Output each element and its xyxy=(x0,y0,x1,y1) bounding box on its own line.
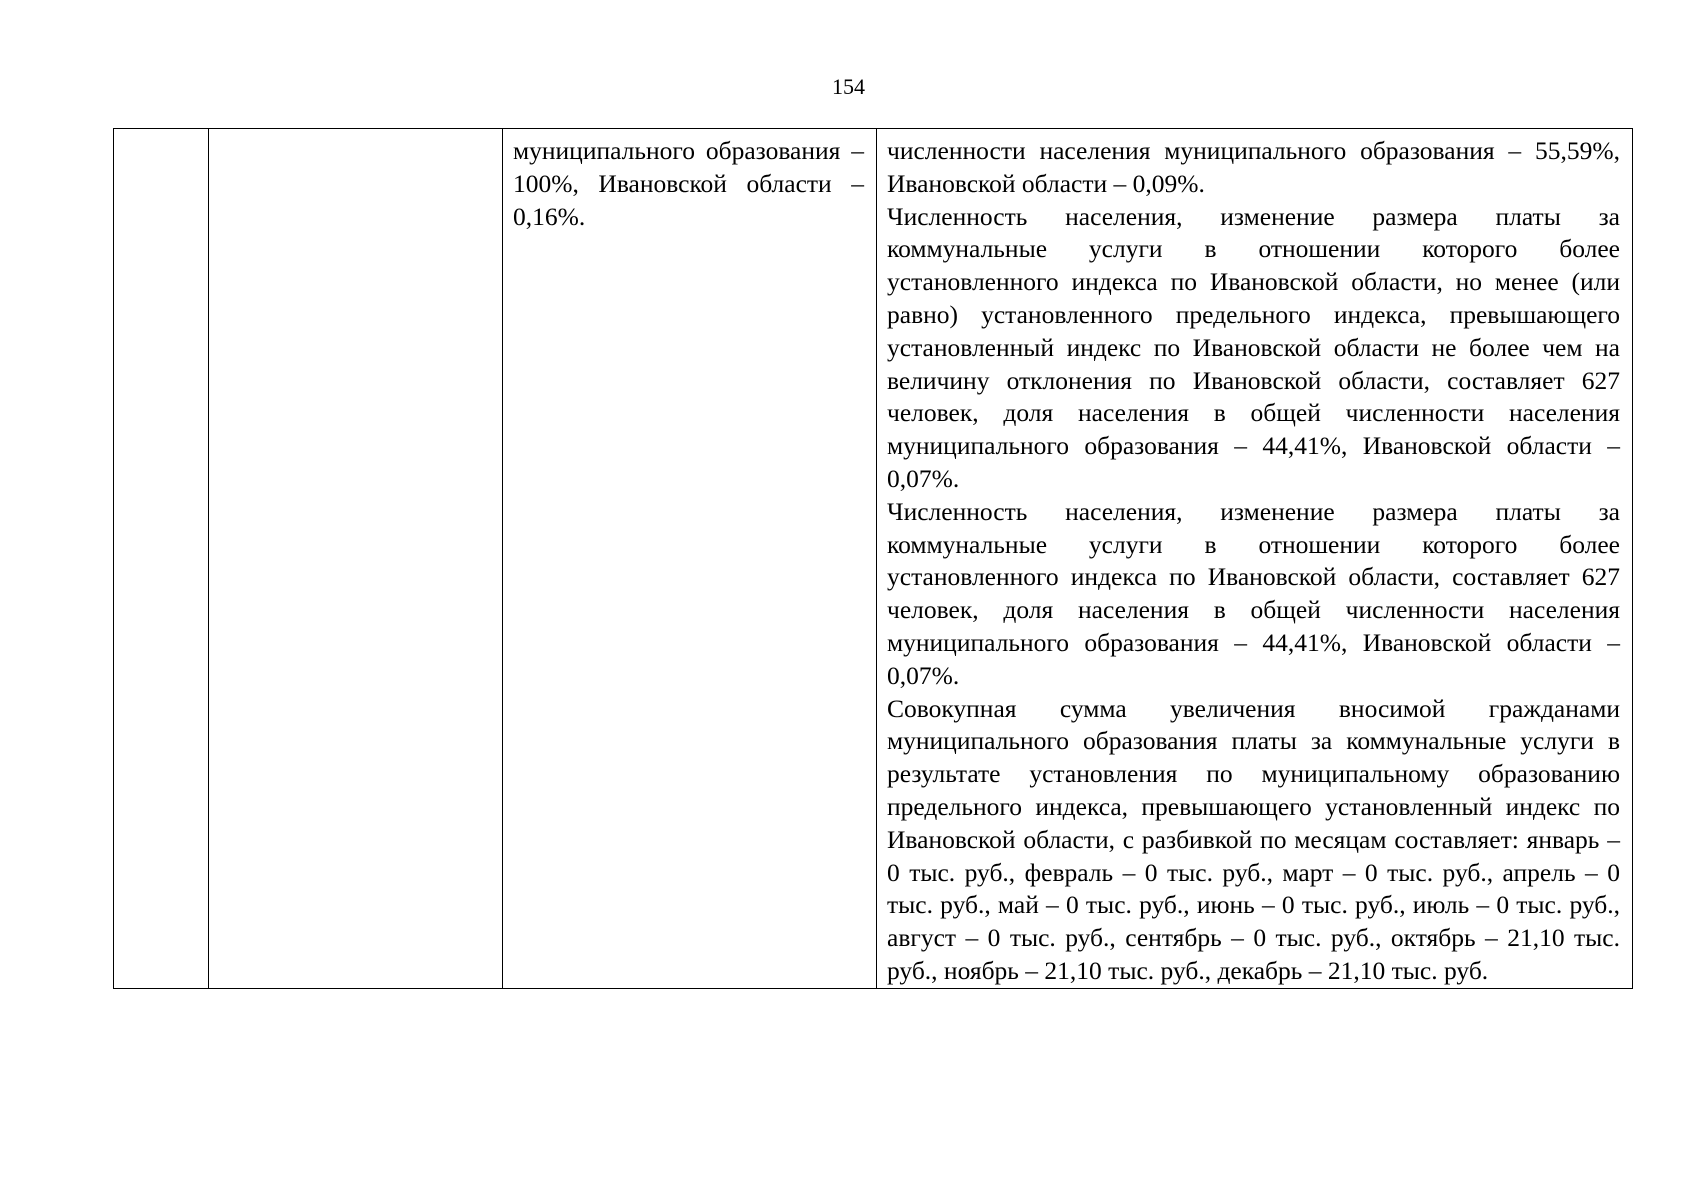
description-paragraph: Совокупная сумма увеличения вносимой гражданами муниципального образования платы за коммунальные услуги в результате установления по муниципальному образованию предельного индекса, превышающего установленный индекс по Ивановской области, с разбивкой по месяцам составляет: январь – 0 тыс. руб., февраль – 0 тыс. руб., март – 0 тыс. руб., апрель – 0 тыс. руб., май – 0 тыс. руб., июнь – 0 тыс. руб., июль – 0 тыс. руб., август – 0 тыс. руб., сентябрь – 0 тыс. руб., октябрь – 21,10 тыс. руб., ноябрь – 21,10 тыс. руб., декабрь – 21,10 тыс. руб. xyxy=(887,693,1620,985)
description-paragraph: Численность населения, изменение размера платы за коммунальные услуги в отношении которого более установленного индекса по Ивановской области, составляет 627 человек, доля населения в общей численности населения муниципального образования – 44,41%, Ивановской области – 0,07%. xyxy=(887,496,1620,690)
description-paragraph: Численность населения, изменение размера платы за коммунальные услуги в отношении которого более установленного индекса по Ивановской области, но менее (или равно) установленного предельного индекса, превышающего установленный индекс по Ивановской области не более чем на величину отклонения по Ивановской области, составляет 627 человек, доля населения в общей численности населения муниципального образования – 44,41%, Ивановской области – 0,07%. xyxy=(887,201,1620,493)
document-table xyxy=(113,128,1633,989)
page-number: 154 xyxy=(832,74,865,99)
table-cell-number xyxy=(114,129,209,989)
description-paragraph: численности населения муниципального образования – 55,59%, Ивановской области – 0,09%. xyxy=(887,136,1620,198)
table-cell-name xyxy=(209,129,503,989)
table-cell-description xyxy=(877,129,1633,989)
table-row xyxy=(114,129,1633,989)
share-text: муниципального образования – 100%, Ивановской области – 0,16%. xyxy=(513,136,864,231)
table-cell-share xyxy=(503,129,877,989)
